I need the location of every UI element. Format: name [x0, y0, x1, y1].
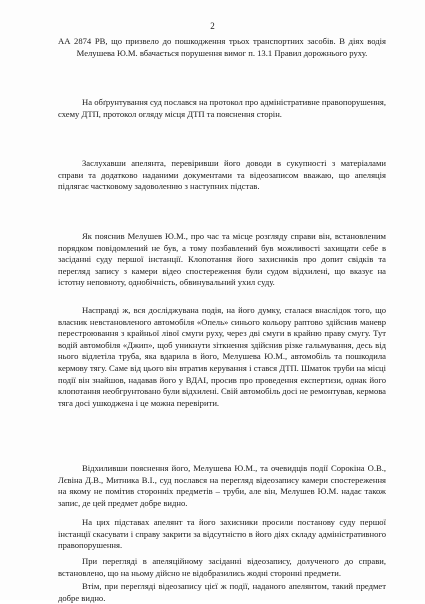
paragraph-4: Як пояснив Мелушев Ю.М., про час та місце розгляду справи він, встановленим порядком повідомлений не був, а тому позбавлений був можливості захищати себе в засіданні суду першої інстанції. Клопотання його захисників про допит свідків та перегляд запису з камери відео спостереження були судом відхилені, що вказує на істотну неповноту, однобічність, обвинувальний ухил суду.	[58, 231, 386, 288]
paragraph-8: При перегляді в апеляційному засіданні відеозапису, долученого до справи, встановлено, що на ньому дійсно не відобразились жодні сторонні предмети.	[58, 556, 386, 578]
paragraph-1: АА 2874 РВ, що призвело до пошкодження трьох транспортних засобів. В діях водія Мелушева Ю.М. вбачається порушення вимог п. 13.1 Правил дорожнього руху.	[58, 36, 386, 58]
paragraph-5: Насправді ж, вся досліджувана подія, на його думку, сталася внаслідок того, що власник невстановленого автомобіля «Опель» синього кольору раптово здійснив маневр перестроювання з крайньої лівої смуги руху, через дві смуги в крайню праву смугу. Тут водій автомобіля «Джип», щоб уникнути зіткнення здійснив різке гальмування, десь від нього відлетіла труба, яка вдарила в його, Мелушева Ю.М., автомобіль та пошкодила кермову тягу. Саме від цього він втратив керування і стався ДТП. Шматок труби на місці події він знайшов, надавав його у ВДАІ, просив про проведення експертизи, однак його клопотання необгрунтовано були відхилені. Свій автомобіль досі не ремонтував, кермова тяга досі ушкоджена і це можна перевірити.	[58, 305, 386, 408]
paragraph-6: Відхиливши пояснення його, Мелушева Ю.М., та очевидців події Сорокіна О.В., Лєвіна Д.В., Митника В.І., суд послався на перегляд відеозапису камери спостереження на якому не помітив сторонніх предметів – труби, але він, Мелушев Ю.М. надає також запис, де цей предмет добре видно.	[58, 463, 386, 508]
paragraph-2: На обґрунтування суд послався на протокол про адміністративне правопорушення, схему ДТП, протокол огляду місця ДТП та пояснення сторін.	[58, 97, 386, 119]
paragraph-7: На цих підставах апелянт та його захисники просили постанову суду першої інстанції скасувати і справу закрити за відсутністю в його діях складу адміністративного правопорушення.	[58, 517, 386, 551]
paragraph-3: Заслухавши апелянта, перевіривши його доводи в сукупності з матеріалами справи та додатково наданими документами та відеозаписом вважаю, що апеляція підлягає частковому задоволенню з наступних підстав.	[58, 158, 386, 192]
paragraph-9: Втім, при перегляді відеозапису цієї ж події, наданого апелянтом, такий предмет добре видно.	[58, 581, 386, 603]
page-number: 2	[210, 21, 215, 31]
